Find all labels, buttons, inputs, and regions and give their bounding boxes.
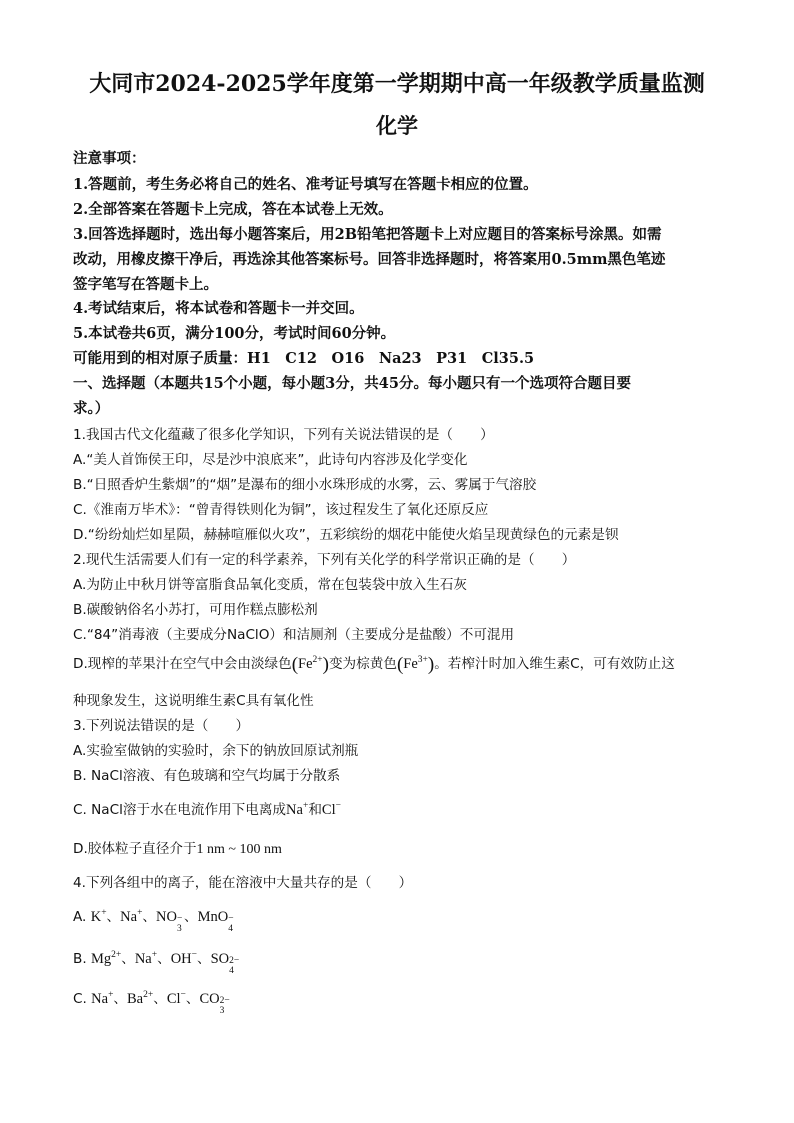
section-heading: 一、选择题（本题共15个小题，每小题3分，共45分。每小题只有一个选项符合题目要 xyxy=(73,375,631,392)
option-c: C. Na+、$Ba^{2+}$、Cl−、CO 2− 3 xyxy=(73,990,230,1016)
option-a: A. K+、Na+、NO − 3 、MnO − 4 xyxy=(73,908,234,934)
ion-na: Na+ xyxy=(286,801,309,818)
ion-no3: NO − 3 xyxy=(156,909,183,934)
ion-na: Na+ xyxy=(120,908,143,925)
ion-cl: Cl− xyxy=(166,990,186,1007)
option-b: B. NaCl溶液、有色玻璃和空气均属于分散系 xyxy=(73,768,341,784)
ion-so4: SO 2− 4 xyxy=(210,951,240,976)
option-d-text: D.胶体粒子直径介于 xyxy=(73,841,197,857)
ion-co3: CO 2− 3 xyxy=(199,991,230,1016)
option-d-text: D.现榨的苹果汁在空气中会由淡绿色 xyxy=(73,656,292,672)
option-label: B. xyxy=(73,951,91,967)
ion-k: K+ xyxy=(90,908,107,925)
option-c: C.《淮南万毕术》：“曾青得铁则化为铜”，该过程发生了氧化还原反应 xyxy=(73,502,489,518)
atomic-masses: 可能用到的相对原子质量：H1 C12 O16 Na23 P31 Cl35.5 xyxy=(73,350,535,367)
ion-na: Na+ xyxy=(91,990,114,1007)
exam-title: 大同市2024-2025学年度第一学期期中高一年级教学质量监测 xyxy=(89,71,705,97)
option-a: A.实验室做钠的实验时，余下的钠放回原试剂瓶 xyxy=(73,743,359,759)
note-item: 3.回答选择题时，选出每小题答案后，用2B铅笔把答题卡上对应题目的答案标号涂黑。如需 xyxy=(73,226,662,243)
question-stem: 1.我国古代文化蕴藏了很多化学知识，下列有关说法错误的是（ ） xyxy=(73,427,494,443)
option-d-cont: 种现象发生，这说明维生素C具有氧化性 xyxy=(73,693,314,709)
option-c-text: C. NaCl溶于水在电流作用下电离成 xyxy=(73,802,287,818)
note-item: 2.全部答案在答题卡上完成，答在本试卷上无效。 xyxy=(73,201,393,218)
question-stem: 4.下列各组中的离子，能在溶液中大量共存的是（ ） xyxy=(73,875,413,891)
notes-heading: 注意事项： xyxy=(73,150,146,167)
ion-cl: Cl− xyxy=(321,801,341,818)
section-heading-cont: 求。） xyxy=(73,400,110,417)
option-d: D.现榨的苹果汁在空气中会由淡绿色$(Fe^{2+})$变为棕黄色$(Fe^{3+})$。若榨汁时加入维生素C，可有效防止这 xyxy=(73,654,675,675)
question-stem: 3.下列说法错误的是（ ） xyxy=(73,718,250,734)
option-d xyxy=(73,837,733,858)
option-b: B. $Mg^{2+}$、Na+、OH−、SO 2− 4 xyxy=(73,950,240,976)
ion-fe3: $Fe^{3+}$ xyxy=(403,655,428,672)
ion-fe2: $Fe^{2+}$ xyxy=(298,655,323,672)
note-item: 签字笔写在答题卡上。 xyxy=(73,276,218,293)
subject-title: 化学 xyxy=(376,113,418,138)
option-c xyxy=(73,798,733,819)
note-item: 5.本试卷共6页，满分100分，考试时间60分钟。 xyxy=(73,325,396,342)
ion-ba: $Ba^{2+}$ xyxy=(127,990,154,1007)
option-label: C. xyxy=(73,991,92,1007)
option-d-text: 变为棕黄色 xyxy=(328,656,397,672)
option-c: C.“84”消毒液（主要成分NaClO）和洁厕剂（主要成分是盐酸）不可混用 xyxy=(73,627,515,643)
size-range: 1 nm ~ 100 nm xyxy=(196,842,282,857)
option-b: B.“日照香炉生紫烟”的“烟”是瀑布的细小水珠形成的水雾，云、雾属于气溶胶 xyxy=(73,477,537,493)
option-c-text: 和 xyxy=(308,802,322,818)
ion-mno4: MnO − 4 xyxy=(197,909,234,934)
option-d: D.“纷纷灿烂如星陨，赫赫喧雁似火攻”，五彩缤纷的烟花中能使火焰呈现黄绿色的元素是钡 xyxy=(73,527,619,543)
option-a: A.“美人首饰侯王印，尽是沙中浪底来”，此诗句内容涉及化学变化 xyxy=(73,452,468,468)
note-item: 改动，用橡皮擦干净后，再选涂其他答案标号。回答非选择题时，将答案用0.5mm黑色笔迹 xyxy=(73,251,666,268)
note-item: 4.考试结束后，将本试卷和答题卡一并交回。 xyxy=(73,300,364,317)
option-label: A. xyxy=(73,909,91,925)
ion-oh: OH− xyxy=(170,950,198,967)
ion-na: Na+ xyxy=(134,950,158,967)
note-item: 1.答题前，考生务必将自己的姓名、准考证号填写在答题卡相应的位置。 xyxy=(73,176,538,193)
option-a: A.为防止中秋月饼等富脂食品氧化变质，常在包装袋中放入生石灰 xyxy=(73,577,468,593)
option-b: B.碳酸钠俗名小苏打，可用作糕点膨松剂 xyxy=(73,602,318,618)
option-d-text: 。若榨汁时加入维生素C，可有效防止这 xyxy=(434,656,675,672)
ion-mg: $Mg^{2+}$ xyxy=(90,950,122,967)
question-stem: 2.现代生活需要人们有一定的科学素养，下列有关化学的科学常识正确的是（ ） xyxy=(73,552,576,568)
